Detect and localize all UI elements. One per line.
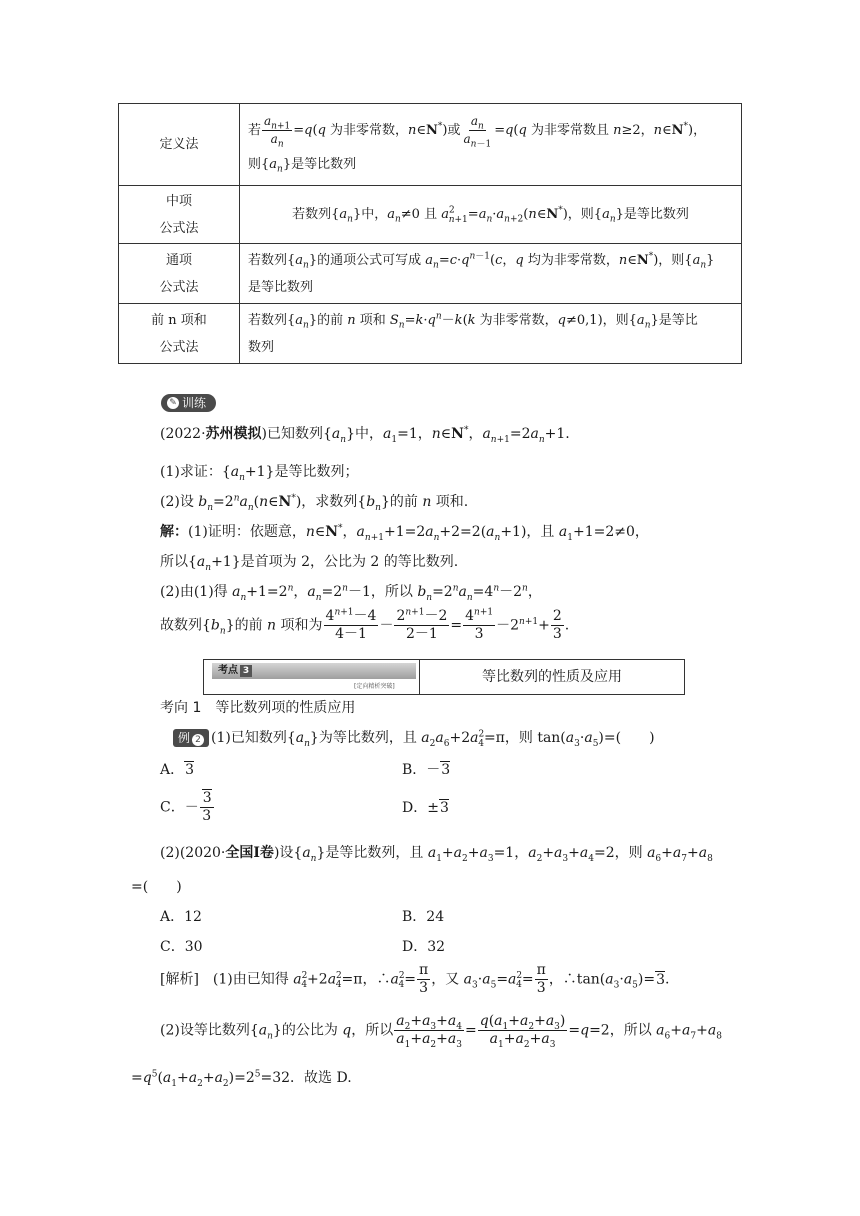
- direction-heading: 考向 1 等比数列项的性质应用: [160, 700, 356, 716]
- method-desc: 若数列$\{a_n\}$的前 n 项和 $S_n=k\cdot q^n-k(k$ 为非零常数，q≠0,1)，则$\{a_n\}$是等比 数列: [240, 304, 742, 364]
- training-problem: (2022·苏州模拟)已知数列$\{a_n\}$中，$a_1=1$，n∈N*，$a_{n+1}=2a_n+1$.: [160, 425, 570, 445]
- method-name: 前 n 项和 公式法: [119, 304, 240, 364]
- method-name: 中项 公式法: [119, 186, 240, 244]
- method-desc: 若 $\frac{a_{n+1}}{a_n}$ =q(q 为非零常数，n∈N*)或 $\frac{a_n}{a_{n-1}}$ =q(q 为非零常数且 n≥2，n∈N*)， 则$\{a_n\}$是等比数列: [240, 104, 742, 186]
- option-b2: B．24: [402, 909, 445, 925]
- option-c: C．－ $\frac{3}{3}$: [160, 790, 212, 824]
- analysis-3: $=q^5(a_1+a_2+a_2)=2^5=32$．故选 D.: [131, 1069, 352, 1089]
- training-sol2: 所以$\{a_n+1\}$是首项为 2，公比为 2 的等比数列.: [160, 554, 459, 573]
- training-q2: (2)设 $b_n=2^na_n(n\in N^*)$，求数列$\{b_n\}$的前 n 项和.: [160, 493, 469, 513]
- method-name: 通项 公式法: [119, 244, 240, 304]
- option-d: D．±3: [402, 800, 449, 816]
- option-c2: C．30: [160, 939, 203, 955]
- method-desc: 若数列$\{a_n\}$中，$a_n\ne 0$ 且 $a^2_{n+1}=a_n\cdot a_{n+2}(n\in N^*)$，则$\{a_n\}$是等比数列: [240, 186, 742, 244]
- training-q1: (1)求证：$\{a_n+1\}$是等比数列；: [160, 464, 359, 483]
- option-b: B．－3: [402, 762, 451, 778]
- training-sol3: (2)由(1)得 $a_n+1=2^n$，$a_n=2^n-1$，所以 $b_n=2^na_n=4^n-2^n$，: [160, 583, 542, 603]
- option-d2: D．32: [402, 939, 446, 955]
- option-a2: A．12: [160, 909, 202, 925]
- kaodian-label: 考点 3: [212, 663, 416, 679]
- table-row: [119, 104, 742, 186]
- training-sol1: 解：(1)证明：依题意，n∈N*，$a_{n+1}+1=2a_n+2=2(a_n+1)$，且 $a_1+1=2\ne 0$，: [160, 523, 649, 543]
- methods-table: [118, 103, 742, 364]
- method-desc: 若数列$\{a_n\}$的通项公式可写成 $a_n=c\cdot q^{n-1}(c$，q 均为非零常数，n∈N*)，则$\{a_n\}$ 是等比数列: [240, 244, 742, 304]
- section-title: 等比数列的性质及应用: [482, 669, 622, 685]
- option-a: A．3: [160, 762, 195, 778]
- table-row: [119, 186, 742, 244]
- example-badge: 例 2: [173, 729, 209, 747]
- analysis-2: (2)设等比数列$\{a_n\}$的公比为 q，所以 $\frac{a_2+a_3+a_4}{a_1+a_2+a_3}$ = $\frac{q(a_1+a_2+a_3)}{a_1+a_2+a_3}$ =q=2，所以 $a_6+a_7+a_8$: [160, 1013, 722, 1050]
- example-q1: 例 2 (1)已知数列$\{a_n\}$为等比数列，且 $a_2a_6+2a^2_4=\pi$，则 $\tan(a_3\cdot a_5)=$( ): [173, 727, 655, 747]
- example-q2: (2)(2020·全国Ⅰ卷)设$\{a_n\}$是等比数列，且 $a_1+a_2+a_3=1$，$a_2+a_3+a_4=2$，则 $a_6+a_7+a_8$: [160, 845, 713, 864]
- table-row: [119, 244, 742, 304]
- method-name: 定义法: [119, 104, 240, 186]
- example-q2-end: =( ): [131, 879, 182, 895]
- section-header: [203, 659, 685, 695]
- kaodian-tag: [定向精析突破]: [354, 683, 395, 690]
- training-sol4: 故数列$\{b_n\}$的前 n 项和为 $\frac{4^{n+1}-4}{4-1}$ － $\frac{2^{n+1}-2}{2-1}$ = $\frac{4^{n+1}}{3}$ $-2^{n+1}+$ $\frac{2}{3}$ .: [160, 607, 570, 642]
- analysis-1: [解析] (1)由已知得 $a^2_4+2a^2_4=\pi$，$\therefore a^2_4=$ $\frac{\pi}{3}$ ，又 $a_3\cdot a_5=a^2_4=$ $\frac{\pi}{3}$ ，$\therefore\tan(a_3\cdot a_5)=3$.: [160, 962, 670, 996]
- pencil-icon: ✎: [167, 397, 179, 409]
- training-badge: ✎ 训练: [161, 394, 216, 412]
- table-row: [119, 304, 742, 364]
